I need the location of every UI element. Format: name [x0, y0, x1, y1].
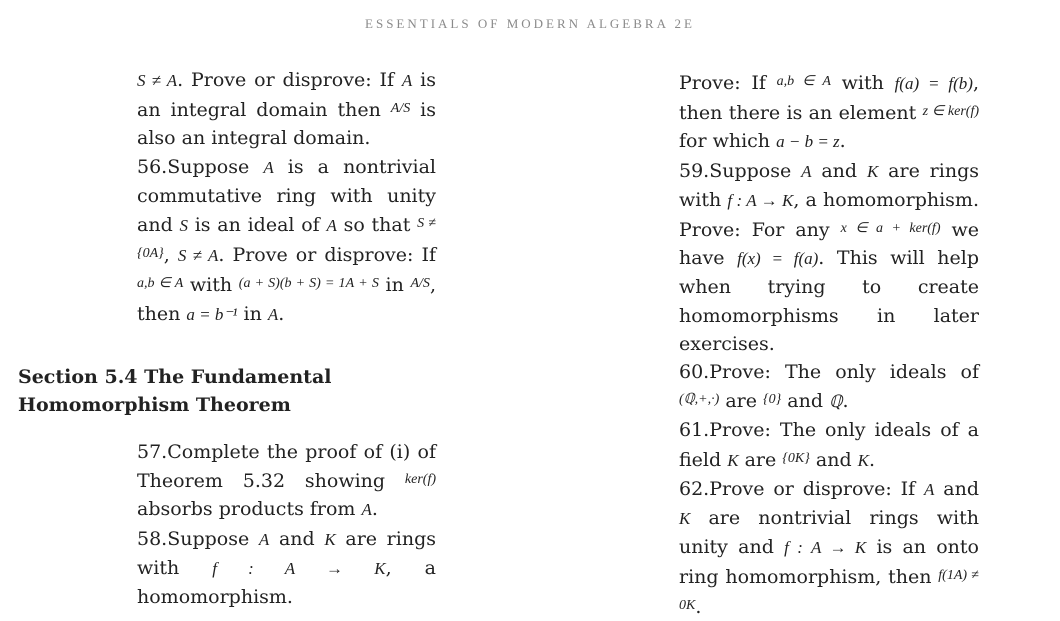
math-expression: K	[679, 509, 691, 529]
text-run: . Prove or disprove: If	[177, 69, 402, 91]
text-run: .	[839, 130, 846, 153]
math-expression: A	[801, 161, 812, 181]
text-run: are	[738, 448, 783, 471]
math-expression: A	[258, 529, 270, 549]
math-expression-small: a,b ∈ A	[776, 74, 831, 89]
math-expression-small: z ∈ ker(f)	[922, 104, 979, 120]
text-run: . Prove or disprove: If	[218, 244, 436, 267]
math-expression-small: A/S	[410, 276, 430, 292]
text-run: 61.Prove: The only ideals of a field	[679, 419, 979, 471]
text-run: are	[719, 390, 764, 413]
math-expression-small: S ≠ {0	[137, 216, 436, 262]
text-run: , a homomorphism. Prove: For any	[679, 188, 979, 242]
exercise-60	[679, 358, 979, 416]
math-expression: K	[324, 529, 336, 549]
exercise-61	[679, 416, 979, 474]
math-expression-small: ) ≠ 0	[679, 568, 979, 613]
math-expression: f(a) = f(b)	[894, 74, 973, 93]
math-expression: K	[727, 450, 739, 470]
text-run: and	[781, 390, 830, 413]
math-expression-small: a,b ∈ A	[137, 276, 184, 292]
math-expression-small: ker(f)	[404, 472, 436, 488]
math-expression: S	[179, 216, 188, 236]
exercise-59	[679, 157, 979, 358]
text-run: 62.Prove or disprove: If	[679, 477, 925, 500]
text-run: ,	[163, 244, 178, 267]
exercise-56	[137, 153, 436, 329]
text-run: 60.Prove: The only ideals of	[679, 361, 979, 384]
exercise-55-continued	[137, 66, 436, 153]
math-expression: ℚ	[829, 392, 843, 412]
section-heading: Section 5.4 The Fundamental Homomorphism Theorem	[18, 366, 332, 416]
math-expression: A	[924, 479, 935, 499]
math-expression: a = b⁻¹	[186, 304, 238, 324]
math-expression-small: {0	[782, 450, 795, 466]
math-expression: S ≠ A	[137, 71, 178, 90]
math-expression-small: (ℚ,+,·)	[679, 392, 720, 408]
text-run: .	[842, 390, 849, 413]
text-run: 56.Suppose	[137, 155, 264, 178]
math-expression: K	[866, 161, 879, 181]
text-run: is an integral domain then	[137, 69, 436, 122]
math-subscript: A	[149, 246, 159, 262]
right-column	[679, 68, 979, 621]
text-run: so that	[336, 214, 418, 237]
text-run: in	[378, 274, 411, 297]
math-expression: f : A → K	[784, 538, 867, 558]
math-expression: f : A → K	[212, 558, 386, 578]
exercise-58	[137, 525, 436, 612]
math-expression-small: + S	[354, 276, 379, 292]
text-run: is a nontrivial commutative ring with unity and	[137, 155, 436, 237]
math-subscript: A	[953, 568, 963, 584]
math-subscript: A	[345, 276, 355, 292]
text-run: 58.Suppose	[137, 527, 259, 550]
text-run: and	[934, 477, 979, 500]
math-expression: a − b = z	[776, 132, 840, 152]
left-column-bottom	[137, 438, 436, 611]
text-run: Prove: If	[679, 72, 777, 94]
math-expression: A	[326, 216, 337, 236]
math-subscript: K	[794, 450, 805, 466]
text-run: with	[830, 72, 895, 94]
text-run: are rings with	[679, 159, 979, 211]
math-subscript: K	[686, 597, 696, 613]
math-expression-small: }	[804, 450, 810, 466]
exercise-57	[137, 438, 436, 525]
text-run: , then there is an element	[679, 72, 980, 125]
math-expression: f(x) = f(a)	[737, 249, 819, 269]
text-run: absorbs products from	[137, 498, 362, 521]
text-run: are nontrivial rings with unity and	[679, 507, 979, 559]
exercise-62	[679, 475, 979, 621]
text-run: . This will help when trying to create homomorphisms in later exercises.	[679, 247, 979, 355]
text-run: , then	[137, 274, 436, 325]
math-expression-small: f(1	[938, 568, 954, 584]
left-column-top	[137, 66, 436, 329]
text-run: , a homomorphism.	[137, 556, 436, 609]
text-run: in	[237, 302, 268, 325]
math-expression: K	[857, 450, 869, 470]
math-expression-small: x ∈ a + ker(f)	[840, 221, 941, 237]
text-run: 57.Complete the proof of (i) of Theorem 5.32 showing	[137, 441, 436, 493]
text-run: and	[269, 527, 325, 550]
text-run: and	[809, 448, 858, 471]
math-expression-small: }	[158, 246, 164, 262]
text-run: is an onto ring homomorphism, then	[679, 536, 979, 589]
text-run: is an ideal of	[187, 214, 327, 237]
text-run: for which	[679, 130, 777, 153]
text-run: with	[183, 274, 239, 297]
text-run: we have	[679, 219, 979, 270]
text-run: .	[278, 302, 285, 325]
text-run: .	[869, 448, 876, 471]
math-expression: A	[361, 500, 372, 520]
math-expression-small: {0}	[763, 392, 782, 408]
text-run: and	[811, 159, 867, 182]
math-expression: f : A → K	[727, 190, 794, 210]
math-expression: S ≠ A	[177, 246, 219, 266]
math-expression: A	[267, 304, 279, 324]
running-header: ESSENTIALS OF MODERN ALGEBRA 2E	[365, 16, 695, 31]
text-run: is also an integral domain.	[137, 99, 436, 150]
math-expression: A	[401, 71, 413, 90]
text-run: are rings with	[137, 527, 436, 579]
math-expression: A	[263, 157, 274, 177]
math-expression-small: (a + S)(b + S) = 1	[238, 276, 346, 292]
exercise-58-continued	[679, 68, 979, 157]
text-run: .	[371, 498, 378, 521]
text-run: 59.Suppose	[679, 159, 802, 182]
math-expression-small: A/S	[390, 101, 411, 117]
text-run: .	[695, 595, 702, 618]
